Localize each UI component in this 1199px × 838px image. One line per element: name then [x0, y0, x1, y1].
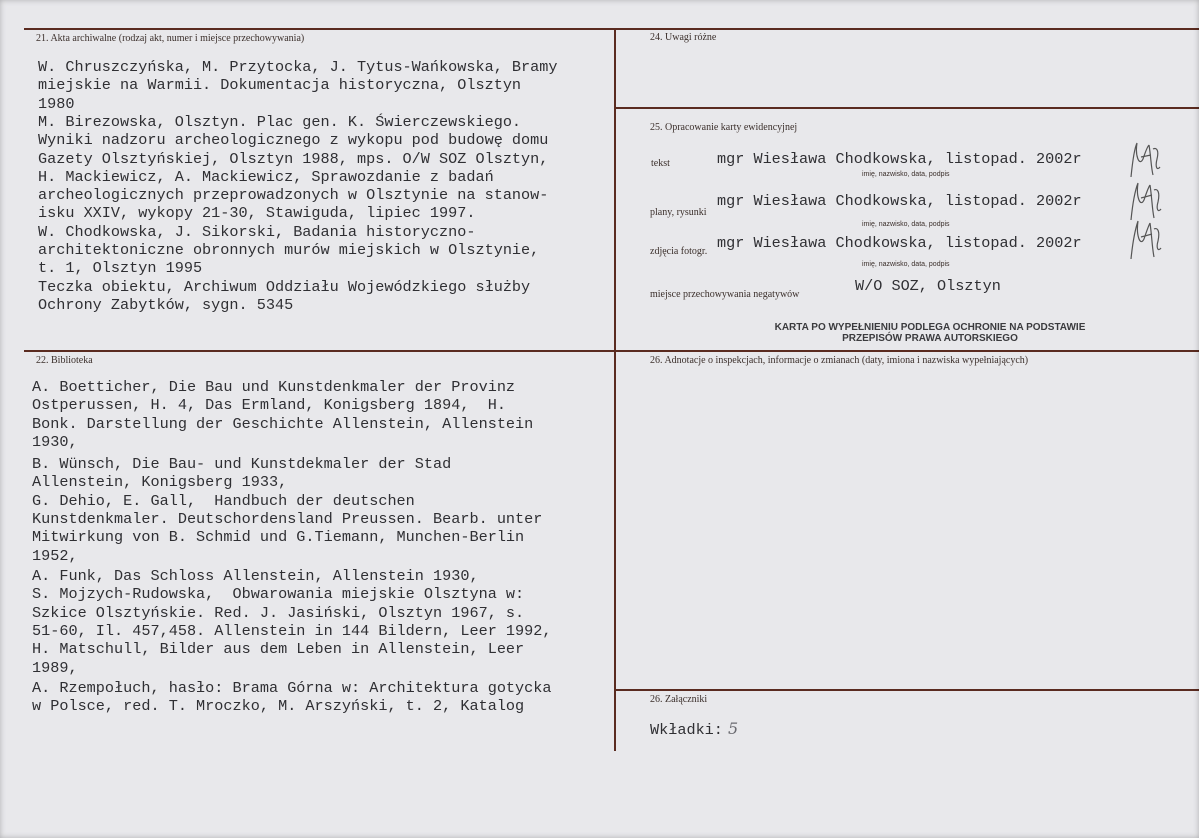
- library-line: A. Boetticher, Die Bau und Kunstdenkmaler der Provinz: [32, 378, 516, 396]
- plans-author-label: plany, rysunki: [650, 207, 707, 218]
- library-line: 51-60, Il. 457,458. Allenstein in 144 Bildern, Leer 1992,: [32, 621, 552, 640]
- right-lower-rule: [614, 689, 1199, 691]
- library-line: A. Funk, Das Schloss Allenstein, Allenstein 1930,: [32, 567, 479, 585]
- section-21-header: 21. Akta archiwalne (rodzaj akt, numer i miejsce przechowywania): [36, 33, 305, 44]
- copyright-notice: [700, 322, 1160, 344]
- library-line: S. Mojzych-Rudowska, Obwarowania miejskie Olsztyna w:: [32, 585, 525, 604]
- library-line: 1952,: [32, 546, 78, 565]
- archive-line: Gazety Olsztyńskiej, Olsztyn 1988, mps. O/W SOZ Olsztyn,: [38, 149, 549, 168]
- text-author-value: mgr Wiesława Chodkowska, listopad. 2002r: [717, 150, 1082, 168]
- text-author-caption: imię, nazwisko, data, podpis: [862, 171, 950, 178]
- signature-photos: [1127, 215, 1163, 265]
- photos-author-value: mgr Wiesława Chodkowska, listopad. 2002r: [717, 234, 1082, 252]
- library-line: w Polsce, red. T. Mroczko, M. Arszyński, t. 2, Katalog: [32, 697, 525, 716]
- negatives-location-label: miejsce przechowywania negatywów: [650, 289, 800, 300]
- archive-line: isku XXIV, wykopy 21-30, Stawiguda, lipiec 1997.: [38, 204, 476, 223]
- archive-line: W. Chruszczyńska, M. Przytocka, J. Tytus-Wańkowska, Bramy: [38, 58, 558, 76]
- library-line: Allenstein, Konigsberg 1933,: [32, 473, 288, 492]
- section-22-header: 22. Biblioteka: [36, 355, 93, 366]
- archive-line: 1980: [38, 94, 75, 113]
- archive-line: Wyniki nadzoru archeologicznego z wykopu pod budowę domu: [38, 131, 549, 150]
- library-line: B. Wünsch, Die Bau- und Kunstdekmaler der Stad: [32, 455, 452, 473]
- archive-line: miejskie na Warmii. Dokumentacja historyczna, Olsztyn: [38, 76, 522, 95]
- library-line: Bonk. Darstellung der Geschichte Allenstein, Allenstein: [32, 414, 534, 433]
- copyright-notice-line2: PRZEPISÓW PRAWA AUTORSKIEGO: [842, 333, 1018, 344]
- library-line: G. Dehio, E. Gall, Handbuch der deutschen: [32, 491, 415, 510]
- right-upper-rule: [614, 107, 1199, 109]
- inserts-label: Wkładki:: [650, 721, 723, 739]
- section-24-header: 24. Uwagi różne: [650, 32, 717, 43]
- plans-author-value: mgr Wiesława Chodkowska, listopad. 2002r: [717, 192, 1082, 210]
- archive-line: t. 1, Olsztyn 1995: [38, 259, 203, 278]
- top-rule: [24, 28, 1199, 30]
- library-line: 1989,: [32, 658, 78, 677]
- library-line: H. Matschull, Bilder aus dem Leben in Allenstein, Leer: [32, 640, 525, 659]
- archive-line: Teczka obiektu, Archiwum Oddziału Wojewódzkiego służby: [38, 277, 531, 296]
- library-line: A. Rzempołuch, hasło: Brama Górna w: Architektura gotycka: [32, 679, 552, 697]
- section-26-header: 26. Adnotacje o inspekcjach, informacje o zmianach (daty, imiona i nazwiska wypełniających): [650, 355, 1029, 366]
- photos-author-label: zdjęcia fotogr.: [650, 246, 708, 257]
- inserts-value: 5: [728, 719, 739, 738]
- copyright-notice-line1: KARTA PO WYPEŁNIENIU PODLEGA OCHRONIE NA PODSTAWIE: [774, 322, 1086, 333]
- library-line: 1930,: [32, 432, 78, 451]
- plans-author-caption: imię, nazwisko, data, podpis: [862, 221, 950, 228]
- library-line: Mitwirkung von B. Schmid und G.Tiemann, Munchen-Berlin: [32, 528, 525, 547]
- section-25-header: 25. Opracowanie karty ewidencyjnej: [650, 122, 798, 133]
- library-line: Ostperussen, H. 4, Das Ermland, Konigsberg 1894, H.: [32, 396, 506, 415]
- negatives-location-value: W/O SOZ, Olsztyn: [855, 277, 1001, 295]
- photos-author-caption: imię, nazwisko, data, podpis: [862, 261, 950, 268]
- library-line: Szkice Olsztyńskie. Red. J. Jasiński, Olsztyn 1967, s.: [32, 603, 525, 622]
- middle-rule: [24, 350, 1199, 352]
- archive-line: Ochrony Zabytków, sygn. 5345: [38, 295, 294, 314]
- attachments-header: 26. Załączniki: [650, 694, 708, 705]
- archive-line: H. Mackiewicz, A. Mackiewicz, Sprawozdanie z badań: [38, 167, 494, 186]
- archive-line: W. Chodkowska, J. Sikorski, Badania historyczno-: [38, 222, 476, 241]
- text-author-label: tekst: [651, 158, 670, 169]
- archive-line: M. Birezowska, Olsztyn. Plac gen. K. Świerczewskiego.: [38, 112, 522, 131]
- archive-line: architektoniczne obronnych murów miejskich w Olsztynie,: [38, 241, 540, 259]
- archive-line: archeologicznych przeprowadzonych w Olsztynie na stanow-: [38, 186, 549, 205]
- center-divider: [614, 28, 616, 751]
- library-line: Kunstdenkmaler. Deutschordensland Preussen. Bearb. unter: [32, 509, 543, 528]
